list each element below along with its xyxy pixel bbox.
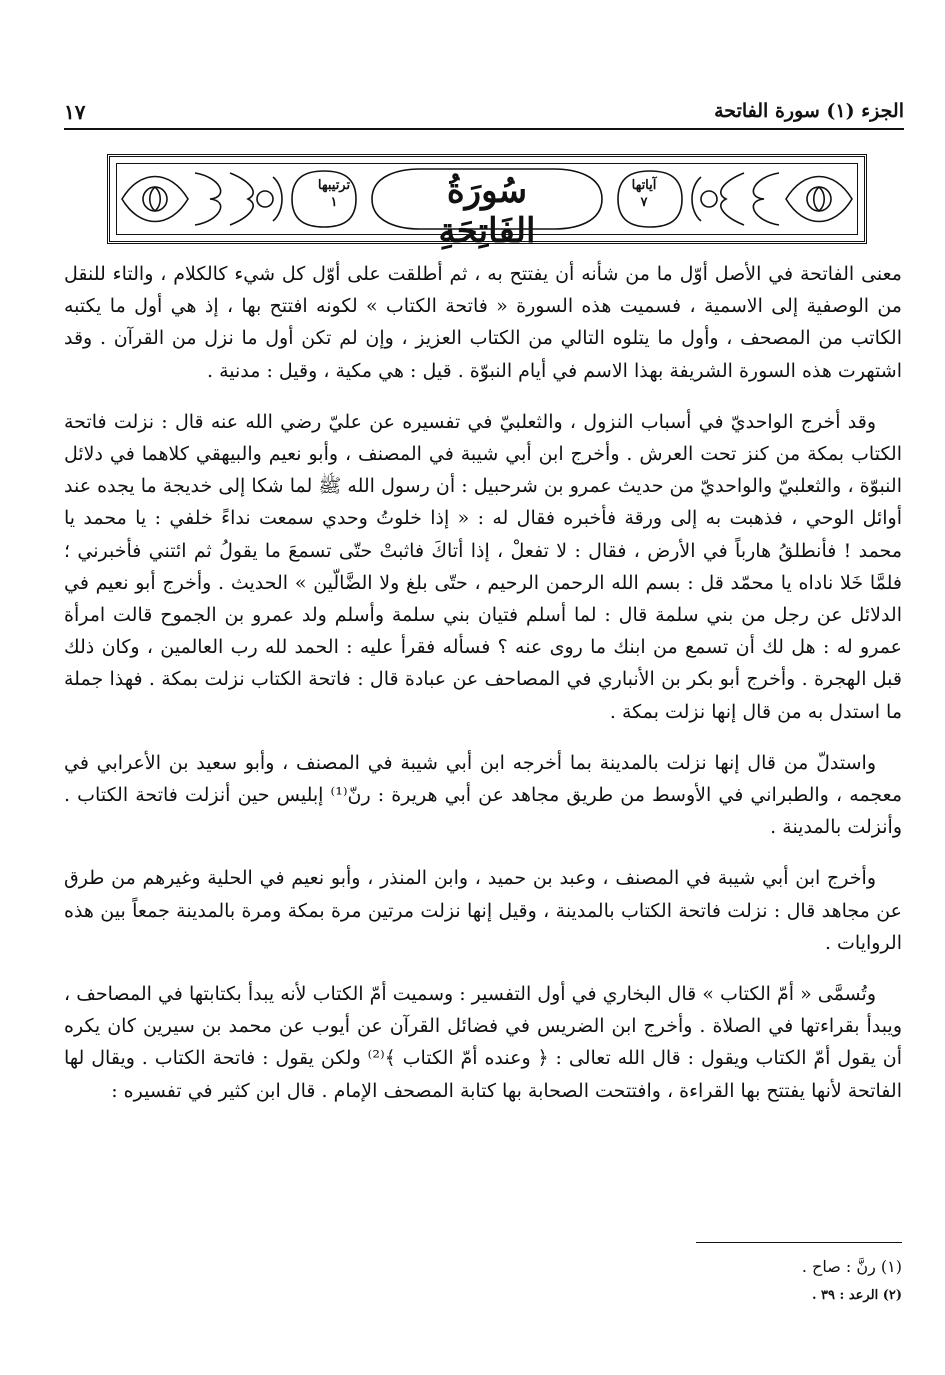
- order-label: ترتيبها: [317, 178, 351, 193]
- paragraph-1: معنى الفاتحة في الأصل أوّل ما من شأنه أن يفتتح به ، ثم أطلقت على أوّل كل شيء كالكلام ، والتاء للنقل من الوصفية إلى الاسمية ، فسميت هذه السورة « فاتحة الكتاب » لكونه افتتح بها ، إذ هي أول ما يكتبه الكاتب من المصحف ، وأول ما يتلوه التالي من الكتاب العزيز ، وإن لم تكن أول ما نزل من القرآن . وقد اشتهرت هذه السورة الشريفة بهذا الاسم في أيام النبوّة . قيل : هي مكية ، وقيل : مدنية .: [64, 263, 902, 382]
- footnote-2: (٢) الرعد : ٣٩ .: [811, 1288, 902, 1303]
- running-title: الجزء (١) سورة الفاتحة: [714, 100, 904, 122]
- header-rule: [64, 128, 904, 130]
- paragraph-5: وتُسمَّى « أمّ الكتاب » قال البخاري في أول التفسير : وسميت أمّ الكتاب لأنه يبدأ بكتابتها في المصاحف ، ويبدأ بقراءتها في الصلاة . وأخرج ابن الضريس في فضائل القرآن عن أيوب عن محمد بن سيرين كان يكره أن يقول أمّ الكتاب ويقول : قال الله تعالى : ﴿ وعنده أمّ الكتاب ﴾⁽²⁾ ولكن يقول : فاتحة الكتاب . ويقال لها الفاتحة لأنها يفتتح بها القراءة ، وافتتحت الصحابة بها كتابة المصحف الإمام . قال ابن كثير في تفسيره :: [64, 983, 902, 1102]
- running-head: [64, 98, 904, 128]
- surah-banner: [107, 154, 867, 251]
- order-value: ١: [330, 195, 338, 210]
- footnotes: [64, 1252, 902, 1310]
- page-number: ١٧: [64, 100, 86, 124]
- paragraph-3: واستدلّ من قال إنها نزلت بالمدينة بما أخرجه ابن أبي شيبة في المصنف ، وأبو سعيد بن الأعرابي في معجمه ، والطبراني في الأوسط من طريق مجاهد عن أبي هريرة : رنّ⁽¹⁾ إبليس حين أنزلت فاتحة الكتاب . وأنزلت بالمدينة .: [64, 751, 902, 839]
- paragraph-2: وقد أخرج الواحديّ في أسباب النزول ، والثعلبيّ في تفسيره عن عليّ رضي الله عنه قال : نزلت فاتحة الكتاب بمكة من كنز تحت العرش . وأخرج ابن أبي شيبة في المصنف ، وأبو نعيم والبيهقي كلاهما في دلائل النبوّة ، والثعلبيّ والواحديّ من حديث عمرو بن شرحبيل : أن رسول الله ﷺ لما شكا إلى خديجة ما يجده عند أوائل الوحي ، فذهبت به إلى ورقة فأخبره فقال له : « إذا خلوتُ وحدي سمعت نداءً خلفي : يا محمد يا محمد ! فأنطلقُ هارباً في الأرض ، فقال : لا تفعلْ ، إذا أتاكَ فاثبتْ حتّى تسمعَ ما يقولُ ثم ائتني فأخبرني ؛ فلمَّا خَلا ناداه يا محمّد قل : بسم الله الرحمن الرحيم ، حتّى بلغ ولا الضَّالّين » الحديث . وأخرج أبو نعيم في الدلائل عن رجل من بني سلمة قال : لما أسلم فتيان بني سلمة وأسلم ولد عمرو بن الجموح قالت امرأة عمرو له : هل لك أن تسمع من ابنك ما روى عنه ؟ فسأله فقرأ عليه : الحمد لله رب العالمين ، وكان ذلك قبل الهجرة . وأخرج أبو بكر بن الأنباري في المصاحف عن عبادة قال : فاتحة الكتاب نزلت بمكة . فهذا جملة ما استدل به من قال إنها نزلت بمكة .: [64, 410, 902, 723]
- paragraph-4: وأخرج ابن أبي شيبة في المصنف ، وعبد بن حميد ، وابن المنذر ، وأبو نعيم في الحلية وغيرهم من طرق عن مجاهد قال : نزلت فاتحة الكتاب بالمدينة ، وقيل إنها نزلت مرتين مرة بمكة ومرة بالمدينة جمعاً بين هذه الروايات .: [64, 867, 902, 954]
- verses-value: ٧: [640, 195, 648, 210]
- surah-verses-label: [614, 177, 674, 211]
- surah-order-label: [304, 177, 364, 211]
- main-text: [64, 258, 902, 1126]
- surah-title: سُورَةُ الفَاتِحَةِ: [438, 171, 536, 251]
- verses-label: آياتها: [631, 178, 657, 193]
- footnote-separator: [696, 1242, 902, 1243]
- footnote-1: (١) رنَّ : صاح .: [801, 1257, 902, 1276]
